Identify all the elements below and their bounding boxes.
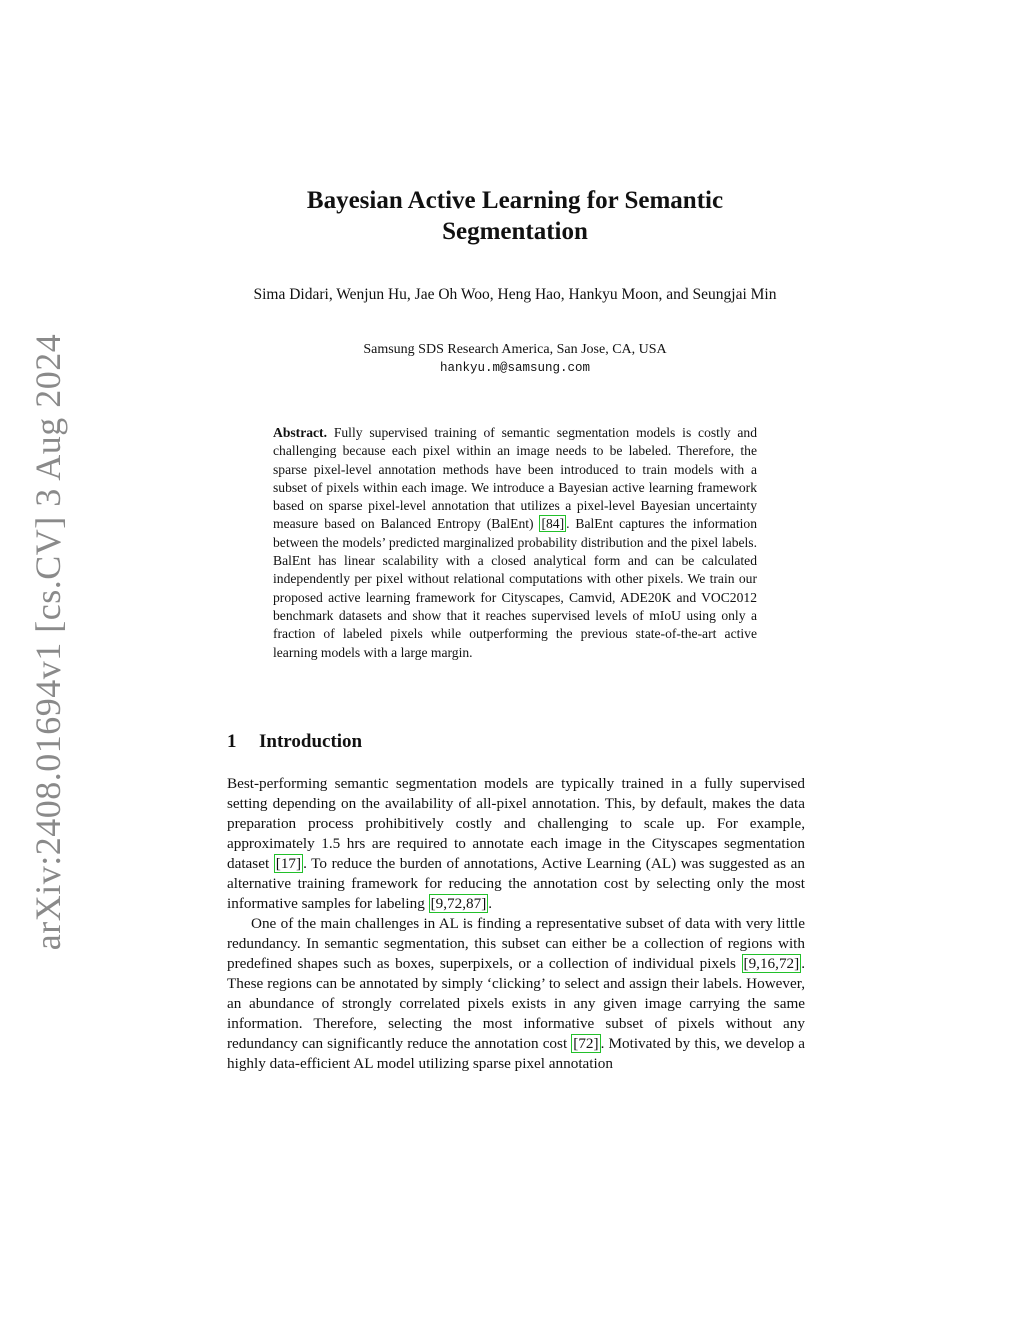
citation-link[interactable]: [9,72,87] [430, 895, 487, 912]
citation-link[interactable]: [17] [275, 855, 302, 872]
abstract [273, 424, 757, 662]
paragraph [227, 774, 805, 914]
author-list: Sima Didari, Wenjun Hu, Jae Oh Woo, Heng Hao, Hankyu Moon, and Seungjai Min [253, 286, 777, 303]
section-title: Introduction [259, 731, 363, 752]
paragraph-text: . [488, 895, 493, 912]
section-heading-introduction [227, 731, 807, 753]
arxiv-identifier-text: arXiv:2408.01694v1 [cs.CV] 3 Aug 2024 [28, 333, 68, 951]
abstract-text-part-2: . BalEnt captures the information between the models’ predicted marginalized probability distribution and the pixel labels. BalEnt has linear scalability with a closed analytical form and can be calculated independently per pixel without relational computations with other pixels. We train our proposed active learning framework for Cityscapes, Camvid, ADE20K and VOC2012 benchmark datasets and show that it reaches supervised levels of mIoU using only a fraction of labeled pixels while outperforming the previous state-of-the-art active learning models with a large margin. [273, 516, 757, 660]
arxiv-identifier-stamp [18, 333, 78, 951]
paper-title: Bayesian Active Learning for Semantic Segmentation [306, 187, 724, 245]
introduction-body [227, 774, 805, 1074]
citation-link[interactable]: [72] [573, 1035, 599, 1052]
paragraph-text: . To reduce the burden of annotations, Active Learning (AL) was suggested as an alternative training framework for reducing the annotation cost by selecting only the most informative samples for labeling [227, 855, 806, 912]
abstract-text-part-1: Fully supervised training of semantic segmentation models is costly and challenging because each pixel within an image needs to be labeled. Therefore, the sparse pixel-level annotation methods have been introduced to train models with a subset of pixels within each image. We introduce a Bayesian active learning framework based on sparse pixel-level annotation that utilizes a pixel-level Bayesian uncertainty measure based on Balanced Entropy (BalEnt) [273, 425, 757, 532]
paragraph-text: . These regions can be annotated by simply ‘clicking’ to select and assign their labels. However, an abundance of strongly correlated pixels exists in any given image carrying the same information. Therefore, selecting the most informative subset of pixels without any redundancy can significantly reduce the annotation cost [227, 955, 805, 1052]
citation-link[interactable]: [9,16,72] [743, 955, 800, 972]
paragraph [227, 914, 805, 1074]
affiliation-block [240, 341, 790, 377]
paragraph-text: . Motivated by this, we develop a highly data-efficient AL model utilizing sparse pixel annotation [227, 1035, 805, 1072]
paragraph-text: Best-performing semantic segmentation models are typically trained in a fully supervised setting depending on the availability of all-pixel annotation. This, by default, makes the data preparation process prohibitively costly and challenging to scale up. For example, approximately 1.5 hrs are required to annotate each image in the Cityscapes segmentation dataset [227, 775, 805, 872]
section-number: 1 [227, 731, 237, 752]
affiliation: Samsung SDS Research America, San Jose, CA, USA [363, 342, 667, 357]
contact-email[interactable]: hankyu.m@samsung.com [439, 361, 591, 375]
citation-link[interactable]: [84] [541, 516, 565, 532]
abstract-label: Abstract. [273, 425, 327, 440]
paragraph-text: One of the main challenges in AL is finding a representative subset of data with very little redundancy. In semantic segmentation, this subset can either be a collection of regions with predefined shapes such as boxes, superpixels, or a collection of individual pixels [227, 915, 805, 972]
